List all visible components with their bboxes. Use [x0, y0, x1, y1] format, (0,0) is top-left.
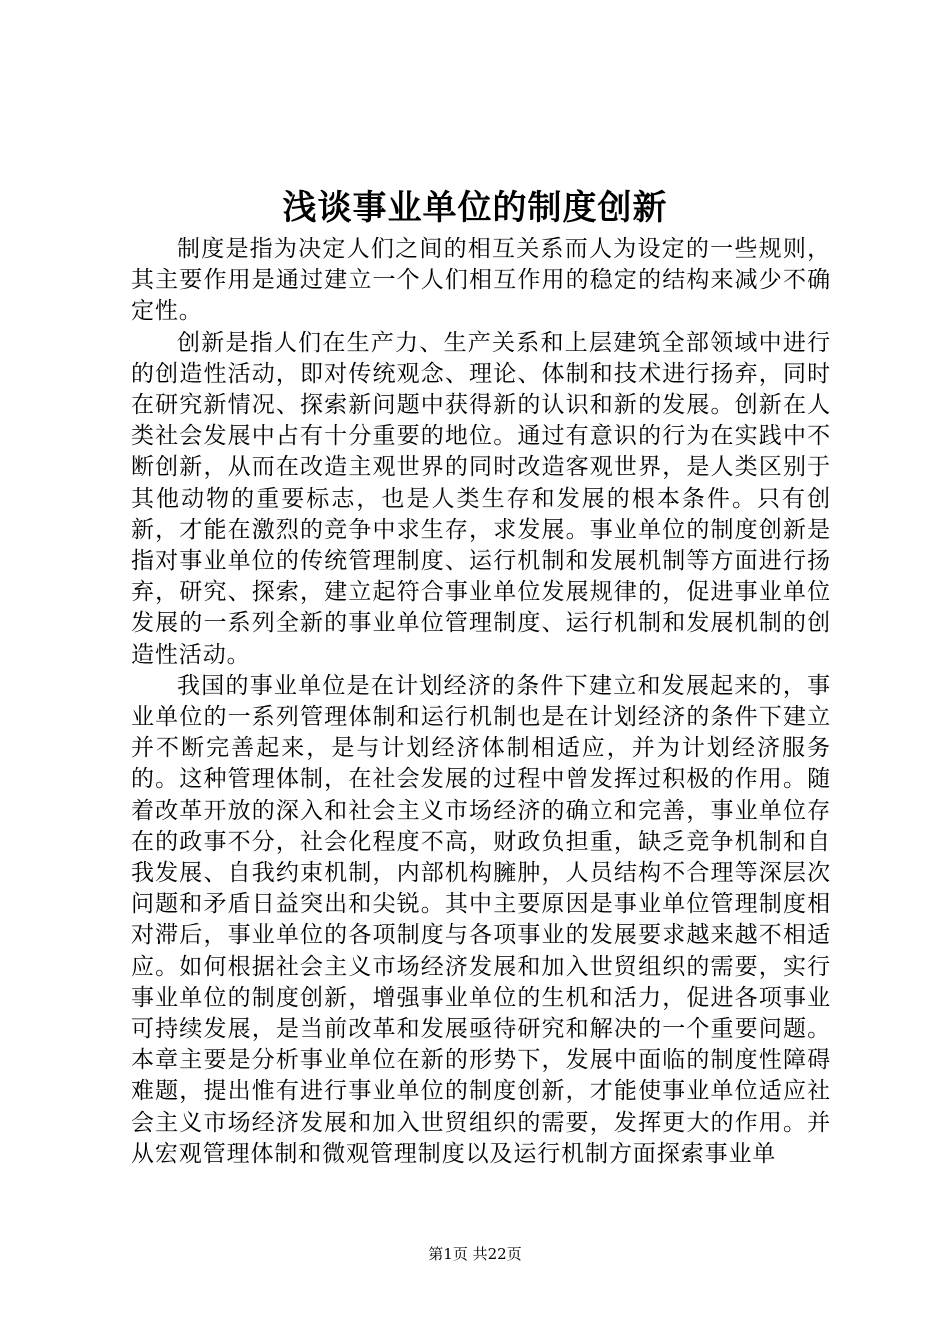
- document-title: 浅谈事业单位的制度创新: [282, 188, 668, 228]
- document-body: [131, 234, 831, 1170]
- paragraph-3: 我国的事业单位是在计划经济的条件下建立和发展起来的，事业单位的一系列管理体制和运行机制也是在计划经济的条件下建立并不断完善起来，是与计划经济体制相适应，并为计划经济服务的。这种管理体制，在社会发展的过程中曾发挥过积极的作用。随着改革开放的深入和社会主义市场经济的确立和完善，事业单位存在的政事不分，社会化程度不高，财政负担重，缺乏竞争机制和自我发展、自我约束机制，内部机构臃肿，人员结构不合理等深层次问题和矛盾日益突出和尖锐。其中主要原因是事业单位管理制度相对滞后，事业单位的各项制度与各项事业的发展要求越来越不相适应。如何根据社会主义市场经济发展和加入世贸组织的需要，实行事业单位的制度创新，增强事业单位的生机和活力，促进各项事业可持续发展，是当前改革和发展亟待研究和解决的一个重要问题。本章主要是分析事业单位在新的形势下，发展中面临的制度性障碍难题，提出惟有进行事业单位的制度创新，才能使事业单位适应社会主义市场经济发展和加入世贸组织的需要，发挥更大的作用。并从宏观管理体制和微观管理制度以及运行机制方面探索事业单: [131, 672, 831, 1167]
- page-number-footer: 第1页 共22页: [428, 1245, 522, 1263]
- paragraph-2: 创新是指人们在生产力、生产关系和上层建筑全部领域中进行的创造性活动，即对传统观念、理论、体制和技术进行扬弃，同时在研究新情况、探索新问题中获得新的认识和新的发展。创新在人类社会发展中占有十分重要的地位。通过有意识的行为在实践中不断创新，从而在改造主观世界的同时改造客观世界，是人类区别于其他动物的重要标志，也是人类生存和发展的根本条件。只有创新，才能在激烈的竞争中求生存，求发展。事业单位的制度创新是指对事业单位的传统管理制度、运行机制和发展机制等方面进行扬弃，研究、探索，建立起符合事业单位发展规律的，促进事业单位发展的一系列全新的事业单位管理制度、运行机制和发展机制的创造性活动。: [131, 329, 831, 668]
- paragraph-1: 制度是指为决定人们之间的相互关系而人为设定的一些规则，其主要作用是通过建立一个人们相互作用的稳定的结构来减少不确定性。: [131, 236, 831, 325]
